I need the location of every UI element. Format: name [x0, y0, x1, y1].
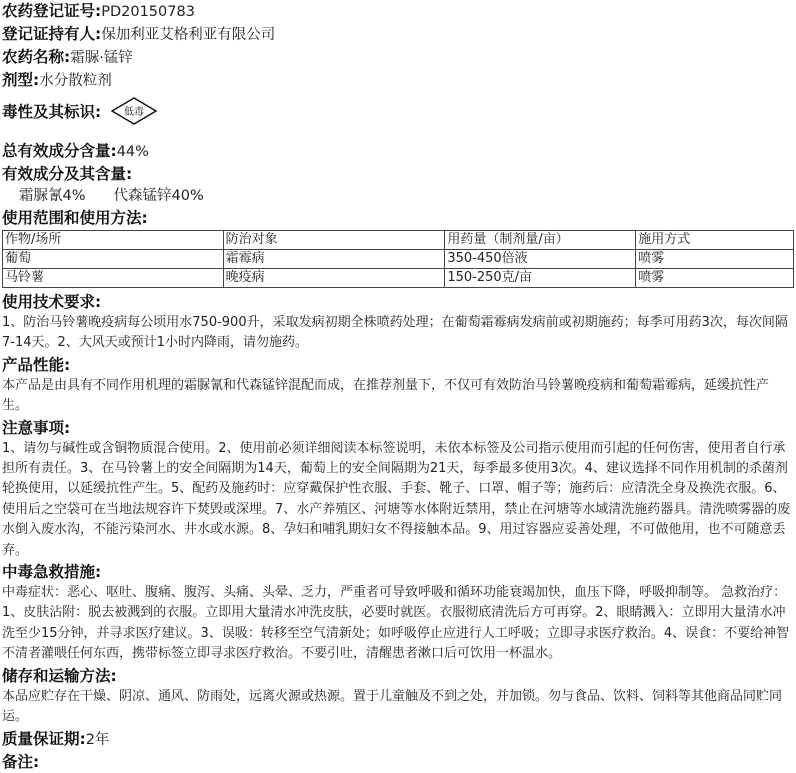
formulation-value: 水分散粒剂 [39, 73, 112, 89]
table-header-cell: 施用方式 [636, 231, 794, 250]
table-cell: 150-250克/亩 [445, 269, 636, 288]
table-header-cell: 用药量（制剂量/亩） [445, 231, 636, 250]
usage-table [2, 230, 794, 288]
registration-label: 农药登记证号: [2, 2, 102, 20]
warranty-value: 2年 [85, 731, 110, 748]
performance-label: 产品性能: [2, 355, 71, 374]
holder-label: 登记证持有人: [2, 25, 102, 43]
registration-number: PD20150783 [101, 4, 195, 20]
toxicity-row [2, 92, 794, 130]
total-content-value: 44% [116, 144, 149, 160]
performance-text: 本产品是由具有不同作用机理的霜脲氰和代森锰锌混配而成，在推荐剂量下，不仅可有效防治马铃薯晚疫病和葡萄霜霉病，延缓抗性产生。 [2, 377, 770, 414]
warranty-label: 质量保证期: [2, 729, 86, 748]
table-row [3, 269, 794, 288]
first-aid-text: 中毒症状：恶心、呕吐、腹痛、腹泻、头痛、头晕、乏力，严重者可导致呼吸和循环功能衰竭加快，血压下降，呼吸抑制等。 急救治疗：1、皮肤沾附：脱去被溅到的衣服。立即用大量清水冲洗皮肤，必要时就医。衣服彻底清洗后方可再穿。2、眼睛溅入：立即用大量清水冲洗至少15分钟，并寻求医疗建议。3、误吸：转移至空气清新处；如呼吸停止应进行人工呼吸；立即寻求医疗救治。4、误食：不要给神智不清者灌喂任何东西，携带标签立即寻求医疗救治。不要引吐，清醒患者漱口后可饮用一杯温水。 [2, 585, 790, 662]
low-toxicity-diamond-icon [111, 97, 157, 125]
ingredients-label: 有效成分及其含量: [2, 165, 133, 183]
storage-text: 本品应贮存在干燥、阴凉、通风、防雨处，远离火源或热源。置于儿童触及不到之处，并加锁。勿与食品、饮料、饲料等其他商品同贮同运。 [2, 688, 783, 725]
ingredient-item: 霜脲氰4% [19, 188, 86, 204]
first-aid-label: 中毒急救措施: [2, 563, 102, 582]
ingredient-item: 代森锰锌40% [113, 188, 204, 204]
storage-label: 储存和运输方法: [2, 666, 117, 685]
pesticide-label-document [2, 0, 794, 773]
table-cell: 喷雾 [636, 250, 794, 269]
precautions-text: 1、请勿与碱性或含铜物质混合使用。2、使用前必须详细阅读本标签说明，未依本标签及公司指示使用而引起的任何伤害，使用者自行承担所有责任。3、在马铃薯上的安全间隔期为14天，葡萄上的安全间隔期为21天，每季最多使用3次。4、建议选择不同作用机制的杀菌剂轮换使用，以延缓抗性产生。5、配药及施药时：应穿戴保护性衣服、手套、靴子、口罩、帽子等；施药后：应清洗全身及换洗衣服。6、使用后之空袋可在当地法规容许下焚毁或深埋。7、水产养殖区、河塘等水体附近禁用，禁止在河塘等水域清洗施药器具。清洗喷雾器的废水倒入废水沟，不能污染河水、井水或水源。8、孕妇和哺乳期妇女不得接触本品。9、用过容器应妥善处理，不可做他用，也不可随意丢弃。 [2, 440, 791, 558]
table-row [3, 250, 794, 269]
table-cell: 马铃薯 [3, 269, 224, 288]
product-name-row [2, 46, 794, 69]
remarks-label: 备注: [2, 752, 40, 771]
table-header-row [3, 231, 794, 250]
table-cell: 喷雾 [636, 269, 794, 288]
toxicity-badge-text: 低毒 [124, 107, 145, 118]
total-content-label: 总有效成分含量: [2, 142, 117, 160]
table-cell: 350-450倍液 [445, 250, 636, 269]
precautions-label: 注意事项: [2, 418, 71, 437]
usage-label: 使用范围和使用方法: [2, 209, 148, 227]
table-header-cell: 防治对象 [223, 231, 445, 250]
holder-row [2, 23, 794, 46]
table-header-cell: 作物/场所 [3, 231, 224, 250]
table-cell: 晚疫病 [223, 269, 445, 288]
tech-requirements-text: 1、防治马铃薯晚疫病每公顷用水750-900升，采取发病初期全株喷药处理；在葡萄霜霉病发病前或初期施药；每季可用药3次，每次间隔7-14天。2、大风天或预计1小时内降雨，请勿施药。 [2, 315, 788, 351]
toxicity-label: 毒性及其标识: [2, 103, 102, 121]
total-content-row [2, 140, 794, 163]
ingredients-list [2, 185, 794, 207]
warranty-row [2, 728, 794, 751]
holder-name: 保加利亚艾格利亚有限公司 [101, 27, 276, 43]
formulation-row [2, 69, 794, 92]
tech-requirements-label: 使用技术要求: [2, 293, 102, 311]
table-cell: 葡萄 [3, 250, 224, 269]
product-name-label: 农药名称: [2, 48, 71, 66]
formulation-label: 剂型: [2, 71, 40, 89]
product-name: 霜脲·锰锌 [70, 50, 133, 66]
registration-row [2, 0, 794, 23]
table-cell: 霜霉病 [223, 250, 445, 269]
